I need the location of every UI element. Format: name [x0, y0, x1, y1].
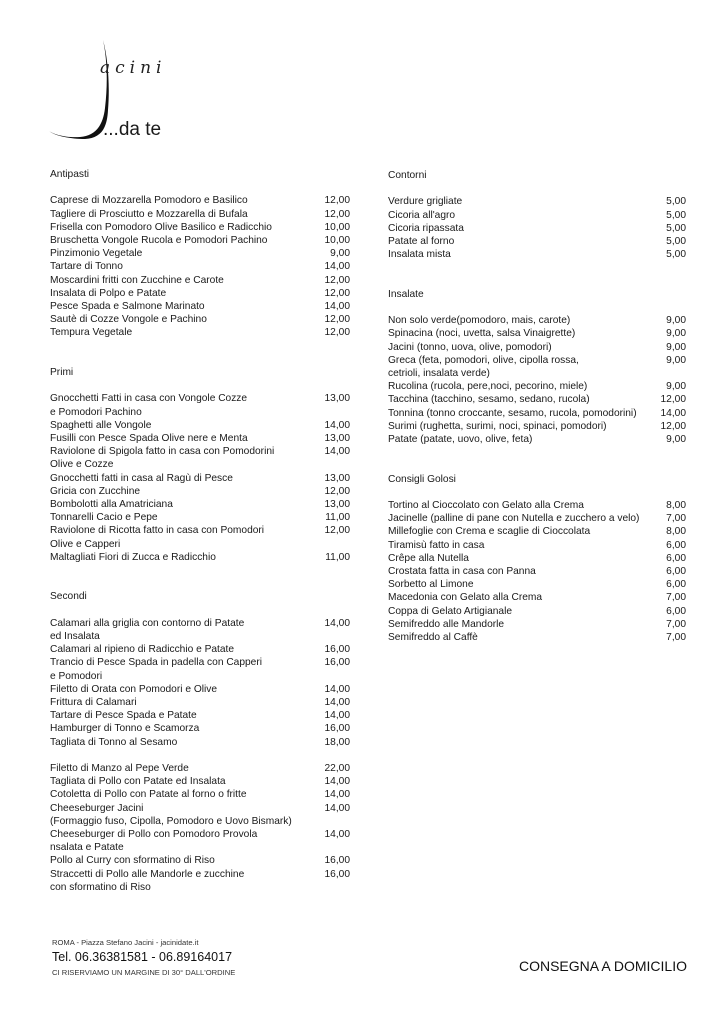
menu-item [50, 419, 350, 432]
menu-item-description: (Formaggio fuso, Cipolla, Pomodoro e Uovo Bismark) [50, 815, 292, 827]
menu-item-name: Tiramisù fatto in casa [388, 539, 485, 551]
menu-item-name: Coppa di Gelato Artigianale [388, 605, 513, 617]
menu-item-name: Raviolone di Spigola fatto in casa con Pomodorini [50, 446, 275, 458]
menu-item-name: Cotoletta di Pollo con Patate al forno o fritte [50, 789, 247, 801]
menu-item-name: Insalata di Polpo e Patate [50, 287, 167, 299]
menu-item [50, 247, 350, 260]
primi-list [50, 392, 350, 564]
menu-item-price: 13,00 [324, 499, 350, 510]
menu-item-price: 12,00 [324, 314, 350, 326]
menu-item [50, 260, 350, 273]
menu-item-price: 6,00 [666, 552, 686, 564]
menu-item-price: 5,00 [666, 249, 686, 261]
menu-item-name: Sorbetto al Limone [388, 579, 474, 591]
menu-item [50, 326, 350, 339]
menu-item [50, 313, 350, 326]
menu-item [388, 222, 686, 235]
menu-item [388, 407, 686, 420]
menu-item-name: Cheeseburger di Pollo con Pomodoro Provola [50, 829, 258, 841]
menu-item [50, 828, 350, 841]
menu-item-name: Pinzimonio Vegetale [50, 248, 143, 260]
menu-item-price: 13,00 [324, 432, 350, 444]
menu-item-price: 12,00 [324, 287, 350, 299]
section-title-consigli: Consigli Golosi [388, 473, 456, 485]
menu-item [50, 498, 350, 511]
menu-item-description: Olive e Capperi [50, 538, 121, 550]
menu-item-name: Patate al forno [388, 235, 455, 247]
menu-item [388, 393, 686, 406]
menu-item-price: 14,00 [324, 776, 350, 788]
menu-item-description: Olive e Cozze [50, 459, 114, 471]
menu-item-name: Filetto di Manzo al Pepe Verde [50, 763, 189, 774]
menu-item-price: 7,00 [666, 513, 686, 525]
menu-item [388, 552, 686, 565]
menu-item-price: 14,00 [324, 419, 350, 431]
menu-item-price: 12,00 [660, 420, 686, 432]
menu-item-price: 5,00 [666, 222, 686, 234]
menu-item-price: 12,00 [324, 274, 350, 286]
menu-item-name: Maltagliati Fiori di Zucca e Radicchio [50, 551, 216, 563]
menu-item-name: Trancio di Pesce Spada in padella con Capperi [50, 657, 262, 669]
menu-item-price: 12,00 [324, 525, 350, 537]
menu-item [50, 722, 350, 735]
menu-item [388, 380, 686, 393]
menu-item-price: 14,00 [324, 697, 350, 708]
menu-item-price: 7,00 [666, 618, 686, 630]
menu-item [388, 248, 686, 261]
section-title-insalate: Insalate [388, 288, 424, 300]
menu-item [388, 420, 686, 433]
menu-item [50, 392, 350, 405]
menu-item-name: Tempura Vegetale [50, 327, 133, 339]
menu-item [50, 300, 350, 313]
menu-item [50, 234, 350, 247]
menu-item-name: Frisella con Pomodoro Olive Basilico e Radicchio [50, 221, 272, 233]
menu-item-name: Tonnina (tonno croccante, sesamo, rucola, pomodorini) [388, 407, 637, 419]
menu-item [388, 565, 686, 578]
menu-item [388, 539, 686, 552]
footer-note: CI RISERVIAMO UN MARGINE DI 30° DALL'ORDINE [52, 968, 236, 977]
menu-item-name: Tagliata di Pollo con Patate ed Insalata [50, 776, 226, 788]
menu-item-name: Patate (patate, uovo, olive, feta) [388, 433, 533, 445]
menu-item-price: 6,00 [666, 565, 686, 577]
menu-item-name: Tagliata di Tonno al Sesamo [50, 736, 178, 748]
menu-item-name: Pollo al Curry con sformatino di Riso [50, 855, 215, 867]
menu-item-name: Macedonia con Gelato alla Crema [388, 592, 543, 604]
menu-item-price: 16,00 [324, 644, 350, 656]
menu-item-description: e Pomodori Pachino [50, 406, 142, 418]
menu-item [388, 578, 686, 591]
footer-address: ROMA - Piazza Stefano Jacini - jacinidate.it [52, 938, 199, 947]
footer-telephone: Tel. 06.36381581 - 06.89164017 [52, 950, 233, 964]
consigli-list [388, 499, 686, 644]
menu-item [50, 511, 350, 524]
menu-right-column [388, 169, 686, 644]
menu-item [50, 194, 350, 207]
menu-item-name: Tacchina (tacchino, sesamo, sedano, rucola) [388, 394, 590, 406]
insalate-list [388, 314, 686, 446]
menu-item-price: 16,00 [324, 723, 350, 735]
menu-item [388, 327, 686, 340]
menu-item-name: Gnocchetti fatti in casa al Ragù di Pesce [50, 472, 233, 484]
menu-item-name: Tagliere di Prosciutto e Mozzarella di Bufala [50, 208, 248, 220]
menu-item-price: 12,00 [324, 485, 350, 497]
menu-item-price: 9,00 [666, 341, 686, 353]
menu-item-name: Tortino al Cioccolato con Gelato alla Crema [388, 499, 584, 511]
menu-item [388, 605, 686, 618]
menu-item-name: Bruschetta Vongole Rucola e Pomodori Pachino [50, 234, 268, 246]
menu-item [50, 736, 350, 749]
menu-item-name: Jacini (tonno, uova, olive, pomodori) [388, 341, 552, 353]
menu-item [50, 551, 350, 564]
menu-item-price: 8,00 [666, 499, 686, 511]
logo-j-glyph [49, 40, 109, 139]
menu-item-name: Tartare di Tonno [50, 261, 123, 273]
menu-item-price: 12,00 [324, 208, 350, 220]
menu-item-name: Tartare di Pesce Spada e Patate [50, 710, 197, 722]
menu-item [50, 432, 350, 445]
menu-item-price: 14,00 [324, 446, 350, 458]
menu-item [50, 445, 350, 458]
menu-item-name: Cicoria all'agro [388, 209, 456, 221]
menu-item-price: 5,00 [666, 235, 686, 247]
menu-item-price: 14,00 [324, 301, 350, 312]
menu-item [388, 591, 686, 604]
menu-item [50, 221, 350, 234]
menu-item-name: Verdure grigliate [388, 196, 463, 208]
menu-item [388, 235, 686, 248]
menu-item [50, 868, 350, 881]
menu-item [50, 854, 350, 867]
delivery-banner: CONSEGNA A DOMICILIO [518, 958, 687, 974]
menu-item-name: Straccetti di Pollo alle Mandorle e zucchine [50, 868, 245, 880]
menu-item [388, 314, 686, 327]
menu-item [388, 195, 686, 208]
menu-item [50, 208, 350, 221]
menu-item-price: 9,00 [666, 315, 686, 327]
menu-item-description: e Pomodori [50, 670, 103, 682]
menu-item [50, 643, 350, 656]
menu-item-name: Pesce Spada e Salmone Marinato [50, 301, 205, 312]
menu-item [50, 775, 350, 788]
menu-item [388, 512, 686, 525]
logo-tagline: ...da te [103, 119, 162, 140]
menu-item-price: 11,00 [325, 551, 350, 563]
menu-item-price: 8,00 [666, 526, 686, 538]
menu-item [50, 524, 350, 537]
menu-item-price: 9,00 [666, 354, 686, 366]
menu-item [50, 472, 350, 485]
antipasti-list [50, 194, 350, 339]
menu-item [388, 433, 686, 446]
menu-item [50, 287, 350, 300]
menu-item-name: Fusilli con Pesce Spada Olive nere e Menta [50, 432, 248, 444]
menu-item-name: Frittura di Calamari [50, 697, 137, 708]
menu-item-price: 9,00 [666, 328, 686, 340]
menu-item-name: Jacinelle (palline di pane con Nutella e zucchero a velo) [388, 513, 640, 525]
menu-item-price: 9,00 [330, 248, 350, 260]
menu-item [50, 656, 350, 669]
contorni-list [388, 195, 686, 261]
menu-item-description: con sformatino di Riso [50, 881, 151, 893]
menu-item [50, 709, 350, 722]
menu-item [50, 802, 350, 815]
menu-item-name: Gricia con Zucchine [50, 485, 141, 497]
menu-item-price: 14,00 [324, 617, 350, 629]
menu-item [50, 696, 350, 709]
menu-item-name: Rucolina (rucola, pere,noci, pecorino, miele) [388, 381, 588, 393]
menu-item [388, 631, 686, 644]
menu-item-price: 6,00 [666, 579, 686, 591]
menu-item-name: Surimi (rughetta, surimi, noci, spinaci, pomodori) [388, 420, 607, 432]
menu-item-price: 5,00 [666, 196, 686, 208]
menu-item-price: 22,00 [324, 763, 350, 774]
menu-item-price: 16,00 [324, 657, 350, 669]
menu-item-name: Millefoglie con Crema e scaglie di Cioccolata [388, 526, 591, 538]
menu-item-price: 5,00 [666, 209, 686, 221]
section-title-contorni: Contorni [388, 170, 427, 181]
menu-item-price: 7,00 [666, 631, 686, 643]
menu-item-price: 14,00 [324, 789, 350, 801]
menu-item-price: 14,00 [324, 829, 350, 841]
menu-item-name: Crostata fatta in casa con Panna [388, 565, 536, 577]
menu-item [388, 209, 686, 222]
menu-item-price: 10,00 [324, 234, 350, 246]
menu-item [50, 485, 350, 498]
menu-item-price: 14,00 [660, 407, 686, 419]
menu-item-price: 12,00 [324, 195, 350, 207]
menu-item-name: Hamburger di Tonno e Scamorza [50, 723, 200, 735]
menu-item [50, 762, 350, 775]
menu-item-name: Moscardini fritti con Zucchine e Carote [50, 274, 224, 286]
menu-item-price: 10,00 [324, 221, 350, 233]
menu-item-price: 18,00 [324, 736, 350, 748]
menu-item [388, 525, 686, 538]
section-title-antipasti: Antipasti [50, 169, 90, 180]
menu-item-name: Filetto di Orata con Pomodori e Olive [50, 683, 218, 695]
menu-item-name: Insalata mista [388, 249, 451, 261]
menu-item-description: ed Insalata [50, 630, 100, 642]
menu-item-description: nsalata e Patate [50, 842, 124, 854]
menu-item-price: 9,00 [666, 381, 686, 393]
menu-item [50, 788, 350, 801]
menu-item-price: 14,00 [324, 802, 350, 814]
section-title-primi: Primi [50, 367, 74, 378]
menu-left-column [50, 168, 350, 894]
menu-item-name: Cicoria ripassata [388, 222, 464, 234]
menu-item-price: 11,00 [325, 512, 350, 524]
menu-item-name: Semifreddo alle Mandorle [388, 618, 505, 630]
secondi-list [50, 617, 350, 749]
menu-item-price: 7,00 [666, 592, 686, 604]
menu-item-price: 6,00 [666, 539, 686, 551]
menu-item-price: 16,00 [324, 855, 350, 867]
menu-item-name: Spaghetti alle Vongole [50, 419, 152, 431]
menu-item-price: 12,00 [324, 327, 350, 339]
secondi-list-2 [50, 762, 350, 894]
menu-item-price: 16,00 [324, 868, 350, 880]
menu-item-name: Crêpe alla Nutella [388, 552, 469, 564]
menu-item-name: Gnocchetti Fatti in casa con Vongole Cozze [50, 393, 248, 405]
menu-item [50, 683, 350, 696]
menu-item [388, 354, 686, 367]
menu-item-price: 14,00 [324, 710, 350, 722]
menu-item-name: Semifreddo al Caffè [388, 631, 478, 643]
menu-item-description: cetrioli, insalata verde) [388, 367, 490, 379]
menu-item-price: 9,00 [666, 433, 686, 445]
menu-item-name: Cheeseburger Jacini [50, 802, 144, 814]
menu-item-name: Caprese di Mozzarella Pomodoro e Basilico [50, 195, 248, 207]
menu-item-name: Non solo verde(pomodoro, mais, carote) [388, 315, 571, 327]
menu-item [388, 499, 686, 512]
logo-name: acini [100, 58, 167, 78]
section-title-secondi: Secondi [50, 591, 87, 603]
menu-item [388, 341, 686, 354]
menu-item-name: Bombolotti alla Amatriciana [50, 499, 173, 510]
menu-item [388, 618, 686, 631]
menu-item-price: 12,00 [660, 394, 686, 406]
menu-item-price: 14,00 [324, 261, 350, 273]
menu-item-name: Tonnarelli Cacio e Pepe [50, 512, 158, 524]
menu-item-price: 14,00 [324, 683, 350, 695]
menu-item-price: 13,00 [324, 393, 350, 405]
menu-item-name: Sautè di Cozze Vongole e Pachino [50, 314, 207, 326]
menu-item [50, 617, 350, 630]
menu-item-name: Raviolone di Ricotta fatto in casa con Pomodori [50, 525, 265, 537]
menu-item-price: 13,00 [324, 472, 350, 484]
menu-item-name: Spinacina (noci, uvetta, salsa Vinaigrette) [388, 328, 576, 340]
menu-item [50, 274, 350, 287]
menu-item-name: Calamari al ripieno di Radicchio e Patate [50, 644, 235, 656]
menu-item-name: Calamari alla griglia con contorno di Patate [50, 617, 245, 629]
menu-item-name: Greca (feta, pomodori, olive, cipolla rossa, [388, 354, 579, 366]
menu-item-price: 6,00 [666, 605, 686, 617]
